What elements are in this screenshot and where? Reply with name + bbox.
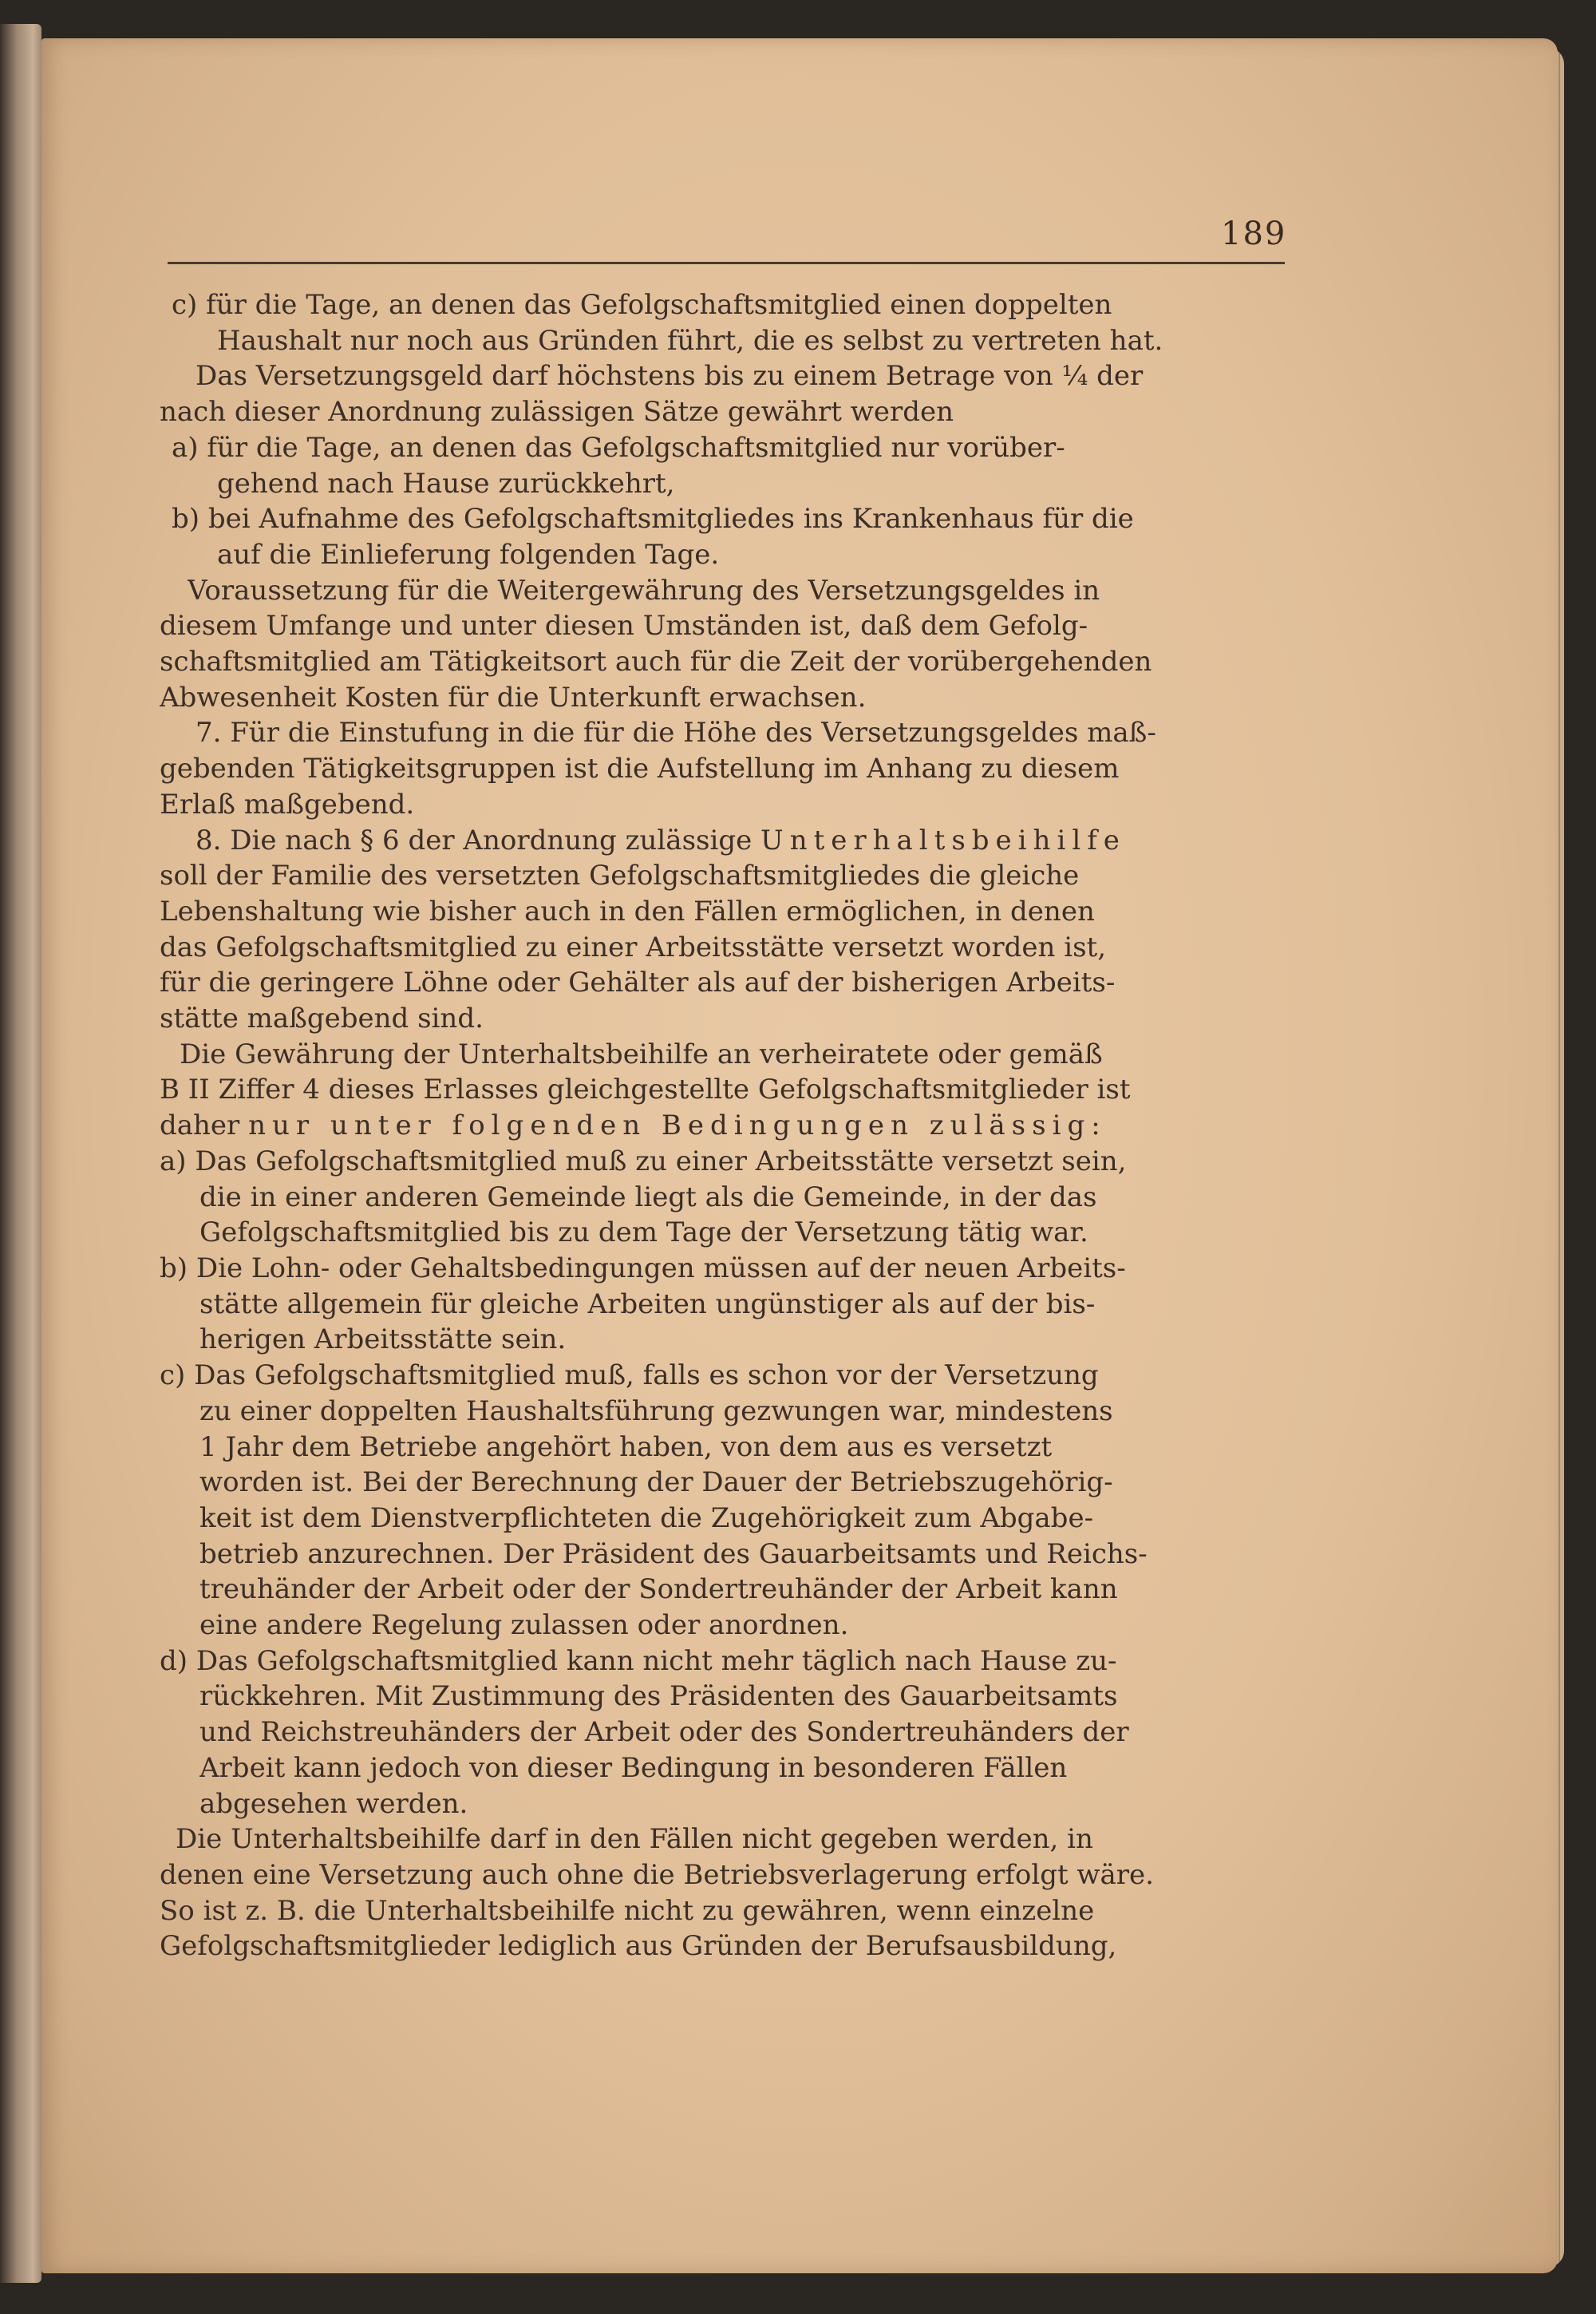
page-number: 189 (1221, 216, 1287, 252)
text-line: Erlaß maßgebend. (160, 788, 415, 821)
text-line: Das Versetzungsgeld darf höchstens bis zu einem Betrage von ¼ der (196, 360, 1144, 393)
text-line: die in einer anderen Gemeinde liegt als die Gemeinde, in der das (200, 1181, 1097, 1213)
text-line: gehend nach Hause zurückkehrt, (217, 467, 675, 500)
text-line: Arbeit kann jedoch von dieser Bedingung in besonderen Fällen (200, 1751, 1068, 1784)
text-line: denen eine Versetzung auch ohne die Betriebsverlagerung erfolgt wäre. (160, 1858, 1154, 1891)
text-line: stätte allgemein für gleiche Arbeiten ungünstiger als auf der bis- (200, 1288, 1096, 1320)
spaced-term: Unterhaltsbeihilfe (760, 824, 1126, 856)
spaced-term: nur unter folgenden Bedingungen zulässig: (248, 1110, 1107, 1142)
text-line: nach dieser Anordnung zulässigen Sätze gewährt werden (160, 396, 954, 429)
text-line (196, 823, 1277, 859)
text-line: abgesehen werden. (200, 1787, 468, 1820)
text-fragment: 8. Die nach § 6 der Anordnung zulässige (196, 824, 761, 856)
text-line: a) Das Gefolgschaftsmitglied muß zu einer Arbeitsstätte versetzt sein, (160, 1145, 1127, 1177)
text-line: herigen Arbeitsstätte sein. (200, 1323, 567, 1356)
text-line: stätte maßgebend sind. (160, 1003, 484, 1035)
text-line (160, 1108, 1277, 1144)
text-line: Die Unterhaltsbeihilfe darf in den Fällen nicht gegeben werden, in (176, 1823, 1093, 1856)
text-line: Lebenshaltung wie bisher auch in den Fällen ermöglichen, in denen (160, 895, 1095, 928)
text-line: eine andere Regelung zulassen oder anordnen. (200, 1609, 849, 1642)
text-line: Abwesenheit Kosten für die Unterkunft erwachsen. (160, 681, 867, 714)
text-line: das Gefolgschaftsmitglied zu einer Arbeitsstätte versetzt worden ist, (160, 931, 1107, 963)
previous-page-edge (0, 24, 41, 2283)
text-line: gebenden Tätigkeitsgruppen ist die Aufstellung im Anhang zu diesem (160, 753, 1120, 785)
text-line: So ist z. B. die Unterhaltsbeihilfe nicht zu gewähren, wenn einzelne (160, 1894, 1095, 1927)
text-line: worden ist. Bei der Berechnung der Dauer der Betriebszugehörig- (200, 1466, 1113, 1499)
text-fragment: daher (160, 1110, 249, 1142)
text-line: Haushalt nur noch aus Gründen führt, die es selbst zu vertreten hat. (217, 324, 1163, 357)
text-line: d) Das Gefolgschaftsmitglied kann nicht mehr täglich nach Hause zu- (160, 1644, 1117, 1677)
text-line: diesem Umfange und unter diesen Umständen ist, daß dem Gefolg- (160, 610, 1088, 643)
text-line: a) für die Tage, an denen das Gefolgschaftsmitglied nur vorüber- (172, 431, 1065, 464)
text-line: 1 Jahr dem Betriebe angehört haben, von dem aus es versetzt (200, 1430, 1053, 1463)
text-line: c) für die Tage, an denen das Gefolgschaftsmitglied einen doppelten (172, 289, 1112, 321)
text-line: Gefolgschaftsmitglieder lediglich aus Gründen der Berufsausbildung, (160, 1930, 1117, 1963)
text-line: Die Gewährung der Unterhaltsbeihilfe an verheiratete oder gemäß (180, 1038, 1103, 1070)
text-line: für die geringere Löhne oder Gehälter als auf der bisherigen Arbeits- (160, 967, 1116, 999)
text-line: auf die Einlieferung folgenden Tage. (217, 538, 720, 571)
text-line: Gefolgschaftsmitglied bis zu dem Tage der Versetzung tätig war. (200, 1216, 1088, 1249)
text-line: c) Das Gefolgschaftsmitglied muß, falls es schon vor der Versetzung (160, 1359, 1099, 1392)
text-line: b) bei Aufnahme des Gefolgschaftsmitgliedes ins Krankenhaus für die (172, 503, 1134, 536)
text-line: B II Ziffer 4 dieses Erlasses gleichgestellte Gefolgschaftsmitglieder ist (160, 1074, 1131, 1106)
text-line: und Reichstreuhänders der Arbeit oder des Sondertreuhänders der (200, 1716, 1129, 1749)
text-line: b) Die Lohn- oder Gehaltsbedingungen müssen auf der neuen Arbeits- (160, 1252, 1126, 1284)
text-line: soll der Familie des versetzten Gefolgschaftsmitgliedes die gleiche (160, 860, 1080, 892)
text-line: Voraussetzung für die Weitergewährung des Versetzungsgeldes in (188, 574, 1100, 607)
text-line: schaftsmitglied am Tätigkeitsort auch für die Zeit der vorübergehenden (160, 646, 1152, 678)
text-line: betrieb anzurechnen. Der Präsident des Gauarbeitsamts und Reichs- (200, 1537, 1148, 1570)
page-text (160, 287, 1277, 1964)
text-line: treuhänder der Arbeit oder der Sondertreuhänder der Arbeit kann (200, 1573, 1118, 1606)
text-line: 7. Für die Einstufung in die für die Höhe des Versetzungsgeldes maß- (196, 717, 1156, 750)
text-line: keit ist dem Dienstverpflichteten die Zugehörigkeit zum Abgabe- (200, 1501, 1094, 1534)
header-rule (168, 262, 1285, 264)
text-line: zu einer doppelten Haushaltsführung gezwungen war, mindestens (200, 1394, 1113, 1427)
text-line: rückkehren. Mit Zustimmung des Präsidenten des Gauarbeitsamts (200, 1680, 1118, 1713)
